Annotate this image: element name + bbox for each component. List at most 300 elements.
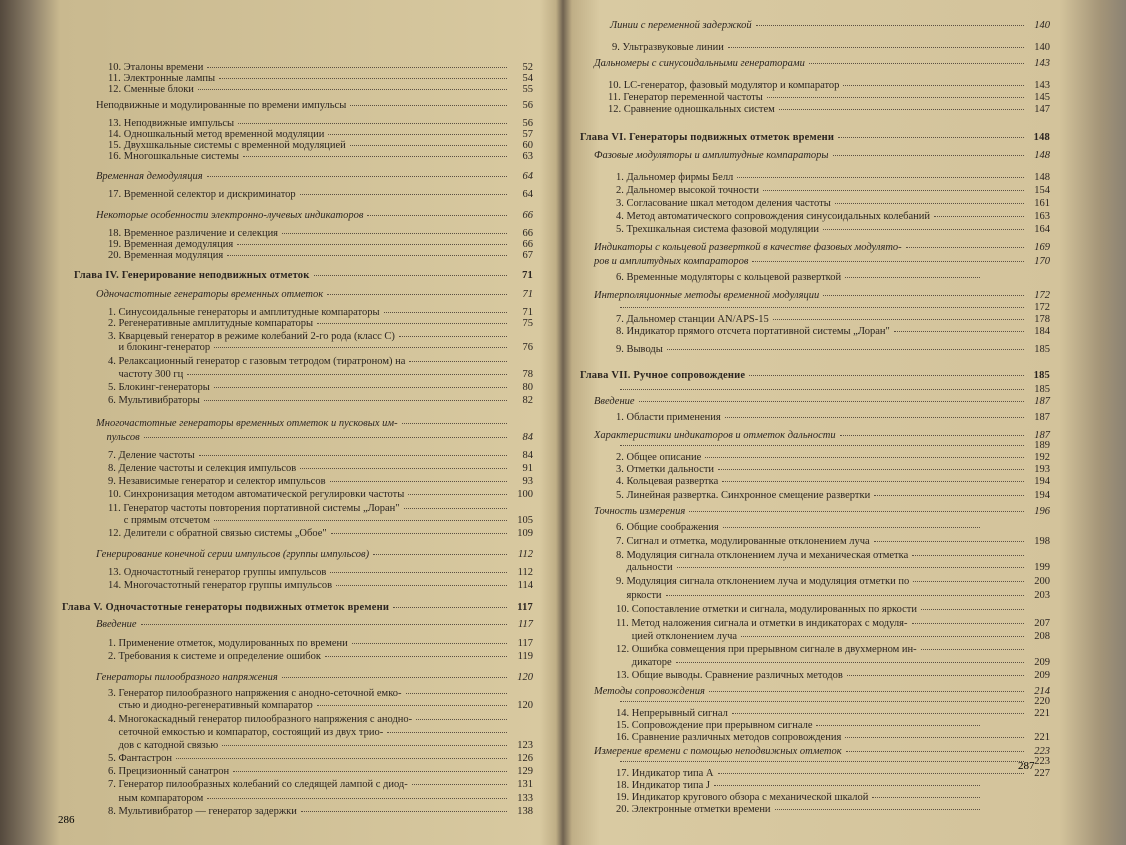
- toc-entry: [108, 528, 533, 539]
- toc-leader-dots: [620, 307, 1024, 308]
- toc-entry-page: 187: [1034, 430, 1050, 441]
- toc-entry-title: Глава IV. Генерирование неподвижных отметок: [74, 270, 310, 281]
- toc-entry: [96, 432, 533, 443]
- toc-leader-dots: [620, 389, 1024, 390]
- toc-entry-page: 67: [522, 250, 533, 261]
- toc-leader-dots: [336, 585, 507, 586]
- toc-leader-dots: [913, 581, 1024, 582]
- toc-entry-page: 112: [517, 567, 533, 578]
- toc-entry-title: 14. Одношкальный метод временной модуляции: [108, 129, 325, 140]
- toc-entry: [96, 549, 533, 560]
- toc-entry: [108, 740, 533, 751]
- toc-entry-title: 14. Многочастотный генератор группы импульсов: [108, 580, 333, 591]
- toc-entry-title: 17. Временной селектор и дискриминатор: [108, 189, 296, 200]
- toc-entry-page: 75: [522, 318, 533, 329]
- toc-leader-dots: [204, 400, 507, 401]
- toc-entry-title: 12. Ошибка совмещения при прерывном сигнале в двухмерном ин-: [616, 644, 917, 655]
- toc-leader-dots: [237, 244, 507, 245]
- toc-entry-title: Введение: [96, 619, 137, 630]
- toc-entry-page: 209: [1034, 670, 1050, 681]
- toc-entry-page: 193: [1034, 464, 1050, 475]
- toc-entry-page: 133: [517, 793, 533, 804]
- toc-leader-dots: [238, 123, 507, 124]
- toc-entry-title: частоту 300 гц: [108, 369, 184, 380]
- toc-leader-dots: [741, 636, 1024, 637]
- toc-entry-title: 13. Неподвижные импульсы: [108, 118, 235, 129]
- toc-entry-page: 66: [522, 239, 533, 250]
- toc-entry-title: 9. Выводы: [616, 344, 663, 355]
- toc-leader-dots: [874, 541, 1024, 542]
- toc-entry: [108, 118, 533, 129]
- toc-entry-title: 8. Индикатор прямого отсчета портативной системы „Лоран": [616, 326, 890, 337]
- toc-entry-title: пульсов: [96, 432, 140, 443]
- toc-leader-dots: [775, 809, 980, 810]
- toc-leader-dots: [620, 761, 1024, 762]
- toc-entry-title: 10. Сопоставление отметки и сигнала, модулированных по яркости: [616, 604, 917, 615]
- toc-entry: [108, 476, 533, 487]
- toc-entry: [616, 657, 1050, 668]
- toc-entry-page: 71: [522, 270, 533, 281]
- toc-leader-dots: [219, 78, 507, 79]
- toc-leader-dots: [282, 677, 507, 678]
- toc-leader-dots: [301, 811, 507, 812]
- toc-entry: [594, 396, 1050, 407]
- toc-leader-dots: [728, 47, 1024, 48]
- toc-leader-dots: [214, 347, 507, 348]
- toc-entry: [108, 189, 533, 200]
- toc-entry: [62, 602, 533, 613]
- toc-entry: [616, 536, 1050, 547]
- toc-entry-title: 12. Сравнение одношкальных систем: [608, 104, 775, 115]
- toc-entry-title: 3. Согласование шкал методом деления частоты: [616, 198, 831, 209]
- toc-entry-title: Методы сопровождения: [594, 686, 705, 697]
- toc-entry: [616, 490, 1050, 501]
- toc-entry-title: 7. Генератор пилообразных колебаний со следящей лампой с диод-: [108, 779, 408, 790]
- toc-entry-page: 208: [1034, 631, 1050, 642]
- toc-leader-dots: [809, 63, 1024, 64]
- toc-entry: [616, 172, 1050, 183]
- toc-entry-title: 10. Эталоны времени: [108, 62, 204, 73]
- toc-entry: [108, 714, 533, 725]
- toc-leader-dots: [749, 375, 1024, 376]
- toc-entry-page: 64: [522, 189, 533, 200]
- toc-entry-title: 16. Сравнение различных методов сопровождения: [616, 732, 842, 743]
- toc-entry-title: 16. Многошкальные системы: [108, 151, 239, 162]
- toc-entry-page: 198: [1034, 536, 1050, 547]
- toc-entry-title: 6. Временные модуляторы с кольцевой разверткой: [616, 272, 842, 283]
- toc-entry-page: 84: [522, 432, 533, 443]
- toc-entry: [594, 506, 1050, 517]
- toc-entry-page: 114: [517, 580, 533, 591]
- toc-entry: [108, 239, 533, 250]
- toc-entry-page: 66: [522, 228, 533, 239]
- toc-entry-page: 221: [1034, 732, 1050, 743]
- toc-entry: [616, 768, 1050, 779]
- toc-entry: [108, 73, 533, 84]
- toc-entry-page: 154: [1034, 185, 1050, 196]
- toc-leader-dots: [317, 705, 507, 706]
- toc-entry-page: 178: [1034, 314, 1050, 325]
- toc-entry: [108, 395, 533, 406]
- toc-leader-dots: [912, 555, 1024, 556]
- toc-entry: [616, 696, 1050, 707]
- toc-entry: [96, 171, 533, 182]
- toc-entry: [108, 567, 533, 578]
- toc-entry-page: 194: [1034, 490, 1050, 501]
- toc-entry: [108, 753, 533, 764]
- toc-entry-page: 227: [1034, 768, 1050, 779]
- toc-entry: [608, 80, 1050, 91]
- toc-entry-title: 5. Фантастрон: [108, 753, 172, 764]
- toc-leader-dots: [816, 725, 980, 726]
- toc-entry: [610, 20, 1050, 31]
- toc-entry: [616, 185, 1050, 196]
- toc-entry-title: 7. Сигнал и отметка, модулированные отклонением луча: [616, 536, 870, 547]
- toc-entry: [616, 314, 1050, 325]
- toc-entry-title: 3. Генератор пилообразного напряжения с анодно-сеточной емко-: [108, 688, 402, 699]
- toc-entry-title: 5. Блокинг-генераторы: [108, 382, 210, 393]
- toc-entry-title: и блокинг-генератор: [108, 342, 211, 353]
- toc-entry-page: 66: [522, 210, 533, 221]
- toc-entry-title: стью и диодно-регенеративный компаратор: [108, 700, 313, 711]
- toc-entry-title: 2. Требования к системе и определение ошибок: [108, 651, 321, 662]
- toc-leader-dots: [752, 261, 1024, 262]
- toc-entry-title: Генераторы пилообразного напряжения: [96, 672, 278, 683]
- toc-leader-dots: [387, 732, 507, 733]
- toc-entry-page: 91: [522, 463, 533, 474]
- toc-entry: [108, 129, 533, 140]
- toc-entry: [616, 576, 1050, 587]
- toc-entry: [616, 412, 1050, 423]
- toc-leader-dots: [207, 67, 507, 68]
- toc-entry-page: 148: [1034, 172, 1050, 183]
- toc-leader-dots: [222, 745, 507, 746]
- toc-leader-dots: [373, 554, 507, 555]
- toc-entry-page: 194: [1034, 476, 1050, 487]
- toc-entry-page: 207: [1034, 618, 1050, 629]
- toc-entry-page: 100: [517, 489, 533, 500]
- toc-leader-dots: [921, 609, 1024, 610]
- toc-leader-dots: [328, 134, 507, 135]
- toc-entry: [108, 228, 533, 239]
- toc-leader-dots: [207, 176, 507, 177]
- toc-entry-page: 148: [1034, 150, 1050, 161]
- toc-entry-page: 196: [1034, 506, 1050, 517]
- toc-entry: [616, 631, 1050, 642]
- toc-leader-dots: [689, 511, 1024, 512]
- toc-entry: [108, 489, 533, 500]
- toc-entry-page: 172: [1034, 302, 1050, 313]
- toc-entry-title: 4. Релаксационный генератор с газовым тетродом (тиратроном) на: [108, 356, 406, 367]
- toc-entry-page: 185: [1034, 384, 1050, 395]
- toc-leader-dots: [187, 374, 507, 375]
- toc-leader-dots: [243, 156, 507, 157]
- toc-entry: [108, 463, 533, 474]
- toc-entry-page: 187: [1034, 412, 1050, 423]
- toc-entry-page: 220: [1034, 696, 1050, 707]
- toc-entry-page: 148: [1033, 132, 1050, 143]
- toc-entry: [612, 42, 1050, 53]
- toc-leader-dots: [756, 25, 1024, 26]
- toc-leader-dots: [709, 691, 1024, 692]
- toc-leader-dots: [350, 145, 507, 146]
- toc-entry-page: 172: [1034, 290, 1050, 301]
- toc-entry-title: 11. Генератор переменной частоты: [608, 92, 763, 103]
- toc-entry-page: 82: [522, 395, 533, 406]
- toc-entry-title: цией отклонением луча: [616, 631, 738, 642]
- toc-entry-title: 4. Кольцевая развертка: [616, 476, 719, 487]
- toc-entry: [108, 450, 533, 461]
- toc-entry-title: Дальномеры с синусоидальными генераторами: [594, 58, 805, 69]
- toc-entry: [108, 62, 533, 73]
- toc-leader-dots: [843, 85, 1024, 86]
- toc-entry-page: 161: [1034, 198, 1050, 209]
- toc-leader-dots: [233, 771, 507, 772]
- toc-leader-dots: [412, 784, 507, 785]
- toc-entry-title: 3. Кварцевый генератор в режиме колебаний 2-го рода (класс С): [108, 331, 395, 342]
- toc-entry-title: 18. Временное различение и селекция: [108, 228, 279, 239]
- toc-entry-page: 56: [522, 100, 533, 111]
- toc-entry-page: 214: [1034, 686, 1050, 697]
- toc-leader-dots: [393, 607, 507, 608]
- toc-leader-dots: [872, 797, 980, 798]
- toc-leader-dots: [282, 233, 507, 234]
- toc-entry-title: яркости: [616, 590, 662, 601]
- toc-entry-title: 19. Временная демодуляция: [108, 239, 234, 250]
- toc-entry-page: 147: [1034, 104, 1050, 115]
- toc-leader-dots: [325, 656, 507, 657]
- toc-leader-dots: [399, 336, 507, 337]
- toc-entry: [96, 672, 533, 683]
- toc-leader-dots: [207, 798, 507, 799]
- toc-leader-dots: [906, 247, 1024, 248]
- toc-entry: [616, 464, 1050, 475]
- toc-entry-page: 185: [1033, 370, 1050, 381]
- toc-entry-title: Глава VII. Ручное сопровождение: [580, 370, 746, 381]
- toc-leader-dots: [732, 713, 1024, 714]
- toc-entry-page: 117: [517, 602, 533, 613]
- toc-entry-title: 8. Мультивибратор — генератор задержки: [108, 806, 297, 817]
- toc-entry-page: 71: [522, 307, 533, 318]
- toc-entry-title: Генерирование конечной серии импульсов (группы импульсов): [96, 549, 370, 560]
- toc-entry: [616, 720, 1006, 731]
- toc-leader-dots: [300, 194, 507, 195]
- toc-entry: [594, 150, 1050, 161]
- toc-leader-dots: [845, 277, 980, 278]
- toc-entry-page: 120: [517, 700, 533, 711]
- toc-leader-dots: [823, 229, 1024, 230]
- toc-entry: [580, 370, 1050, 381]
- toc-entry-title: 8. Модуляция сигнала отклонением луча и механическая отметка: [616, 550, 909, 561]
- toc-entry-title: 20. Электронные отметки времени: [616, 804, 771, 815]
- toc-entry-page: 54: [522, 73, 533, 84]
- toc-entry: [594, 256, 1050, 267]
- toc-entry: [108, 307, 533, 318]
- toc-leader-dots: [921, 649, 1024, 650]
- toc-leader-dots: [402, 423, 507, 424]
- toc-leader-dots: [846, 751, 1024, 752]
- toc-entry-title: 11. Метод наложения сигнала и отметки в индикаторах с модуля-: [616, 618, 908, 629]
- toc-leader-dots: [763, 190, 1024, 191]
- toc-entry-page: 129: [517, 766, 533, 777]
- toc-leader-dots: [176, 758, 507, 759]
- toc-leader-dots: [620, 701, 1024, 702]
- toc-leader-dots: [227, 255, 507, 256]
- toc-entry: [108, 503, 533, 514]
- toc-entry: [616, 732, 1050, 743]
- toc-entry: [594, 58, 1050, 69]
- toc-entry: [616, 476, 1050, 487]
- toc-leader-dots: [300, 468, 507, 469]
- toc-entry-page: 189: [1034, 440, 1050, 451]
- toc-entry-page: 52: [522, 62, 533, 73]
- toc-entry-page: 57: [522, 129, 533, 140]
- toc-entry-page: 120: [517, 672, 533, 683]
- toc-entry-page: 60: [522, 140, 533, 151]
- toc-entry-page: 76: [522, 342, 533, 353]
- toc-entry-page: 192: [1034, 452, 1050, 463]
- toc-entry-title: 7. Дальномер станции AN/APS-15: [616, 314, 769, 325]
- toc-entry: [108, 331, 533, 342]
- toc-leader-dots: [384, 312, 507, 313]
- toc-entry-title: 7. Деление частоты: [108, 450, 195, 461]
- toc-leader-dots: [367, 215, 507, 216]
- toc-entry-title: 5. Линейная развертка. Синхронное смещение развертки: [616, 490, 871, 501]
- toc-entry-page: 93: [522, 476, 533, 487]
- toc-entry-title: Неподвижные и модулированные по времени импульсы: [96, 100, 347, 111]
- toc-entry: [108, 727, 533, 738]
- toc-entry-page: 138: [517, 806, 533, 817]
- toc-entry-page: 169: [1034, 242, 1050, 253]
- toc-entry: [96, 619, 533, 630]
- toc-entry: [108, 342, 533, 353]
- toc-entry-title: дикаторе: [616, 657, 672, 668]
- toc-leader-dots: [144, 437, 507, 438]
- toc-leader-dots: [912, 623, 1025, 624]
- toc-entry: [580, 132, 1050, 143]
- toc-entry: [108, 806, 533, 817]
- toc-entry: [108, 140, 533, 151]
- toc-leader-dots: [416, 719, 507, 720]
- toc-leader-dots: [667, 349, 1024, 350]
- toc-entry: [108, 700, 533, 711]
- toc-entry: [616, 384, 1050, 395]
- toc-entry-page: 56: [522, 118, 533, 129]
- toc-leader-dots: [894, 331, 1024, 332]
- toc-entry: [616, 792, 1006, 803]
- toc-leader-dots: [620, 445, 1024, 446]
- toc-entry-title: Линии с переменной задержкой: [610, 20, 752, 31]
- toc-leader-dots: [677, 567, 1024, 568]
- toc-entry-page: 84: [522, 450, 533, 461]
- toc-entry-title: 4. Многокаскадный генератор пилообразного напряжения с анодно-: [108, 714, 413, 725]
- toc-entry: [616, 708, 1050, 719]
- toc-entry-title: 4. Метод автоматического сопровождения синусоидальных колебаний: [616, 211, 930, 222]
- toc-leader-dots: [409, 361, 507, 362]
- toc-entry-page: 112: [518, 549, 533, 560]
- toc-entry: [616, 562, 1050, 573]
- toc-entry-page: 105: [517, 515, 533, 526]
- toc-leader-dots: [773, 319, 1024, 320]
- toc-entry-page: 78: [522, 369, 533, 380]
- toc-entry-title: 1. Области применения: [616, 412, 721, 423]
- toc-entry-title: ров и амплитудных компараторов: [594, 256, 749, 267]
- toc-entry: [616, 326, 1050, 337]
- toc-entry-title: Глава V. Одночастотные генераторы подвижных отметок времени: [62, 602, 390, 613]
- toc-leader-dots: [214, 520, 507, 521]
- toc-entry-page: 164: [1034, 224, 1050, 235]
- toc-entry: [616, 618, 1050, 629]
- toc-entry-page: 184: [1034, 326, 1050, 337]
- toc-leader-dots: [718, 469, 1024, 470]
- toc-entry: [616, 452, 1050, 463]
- toc-entry-title: Измерение времени с помощью неподвижных отметок: [594, 746, 842, 757]
- toc-entry-title: сеточной емкостью и компаратор, состоящий из двух трио-: [108, 727, 384, 738]
- toc-entry: [108, 793, 533, 804]
- toc-entry-title: Некоторые особенности электронно-лучевых индикаторов: [96, 210, 364, 221]
- right-page: [572, 0, 1060, 845]
- toc-entry: [616, 804, 1006, 815]
- toc-entry: [74, 270, 533, 281]
- toc-entry-title: Интерполяционные методы временной модуляции: [594, 290, 820, 301]
- toc-entry: [108, 369, 533, 380]
- toc-entry: [108, 688, 533, 699]
- toc-leader-dots: [404, 508, 507, 509]
- toc-entry-page: 131: [517, 779, 533, 790]
- toc-entry-title: дов с катодной связью: [108, 740, 219, 751]
- toc-leader-dots: [352, 643, 507, 644]
- toc-entry-title: Временная демодуляция: [96, 171, 203, 182]
- toc-entry-page: 71: [522, 289, 533, 300]
- toc-entry-title: 18. Индикатор типа J: [616, 780, 711, 791]
- toc-entry-title: 6. Общие соображения: [616, 522, 719, 533]
- toc-entry-title: 15. Сопровождение при прерывном сигнале: [616, 720, 813, 731]
- toc-entry-title: 2. Общее описание: [616, 452, 702, 463]
- toc-entry-title: 20. Временная модуляция: [108, 250, 224, 261]
- toc-entry-title: Глава VI. Генераторы подвижных отметок времени: [580, 132, 835, 143]
- toc-entry-page: 140: [1034, 20, 1050, 31]
- toc-entry-title: Многочастотные генераторы временных отметок и пусковых им-: [96, 418, 398, 429]
- toc-entry-title: 14. Непрерывный сигнал: [616, 708, 728, 719]
- toc-entry-page: 117: [518, 619, 533, 630]
- toc-entry: [616, 550, 1050, 561]
- toc-leader-dots: [718, 773, 1024, 774]
- toc-entry: [108, 318, 533, 329]
- toc-leader-dots: [676, 662, 1024, 663]
- toc-entry-title: 12. Делители с обратной связью системы „Обое": [108, 528, 327, 539]
- toc-entry: [108, 151, 533, 162]
- toc-entry-page: 199: [1034, 562, 1050, 573]
- toc-entry: [108, 638, 533, 649]
- toc-entry-title: 3. Отметки дальности: [616, 464, 715, 475]
- toc-leader-dots: [317, 323, 507, 324]
- toc-entry-title: 2. Дальномер высокой точности: [616, 185, 759, 196]
- toc-entry-title: 8. Деление частоты и селекция импульсов: [108, 463, 297, 474]
- toc-entry-title: дальности: [616, 562, 673, 573]
- toc-entry: [616, 522, 1006, 533]
- toc-leader-dots: [838, 137, 1024, 138]
- toc-leader-dots: [840, 435, 1024, 436]
- toc-entry: [108, 356, 533, 367]
- toc-leader-dots: [350, 105, 507, 106]
- toc-entry: [108, 382, 533, 393]
- toc-entry-title: 17. Индикатор типа А: [616, 768, 714, 779]
- toc-entry-title: 6. Прецизионный санатрон: [108, 766, 230, 777]
- toc-leader-dots: [725, 417, 1024, 418]
- toc-entry-title: Фазовые модуляторы и амплитудные компараторы: [594, 150, 829, 161]
- toc-leader-dots: [214, 387, 507, 388]
- toc-entry-title: 15. Двухшкальные системы с временной модуляцией: [108, 140, 346, 151]
